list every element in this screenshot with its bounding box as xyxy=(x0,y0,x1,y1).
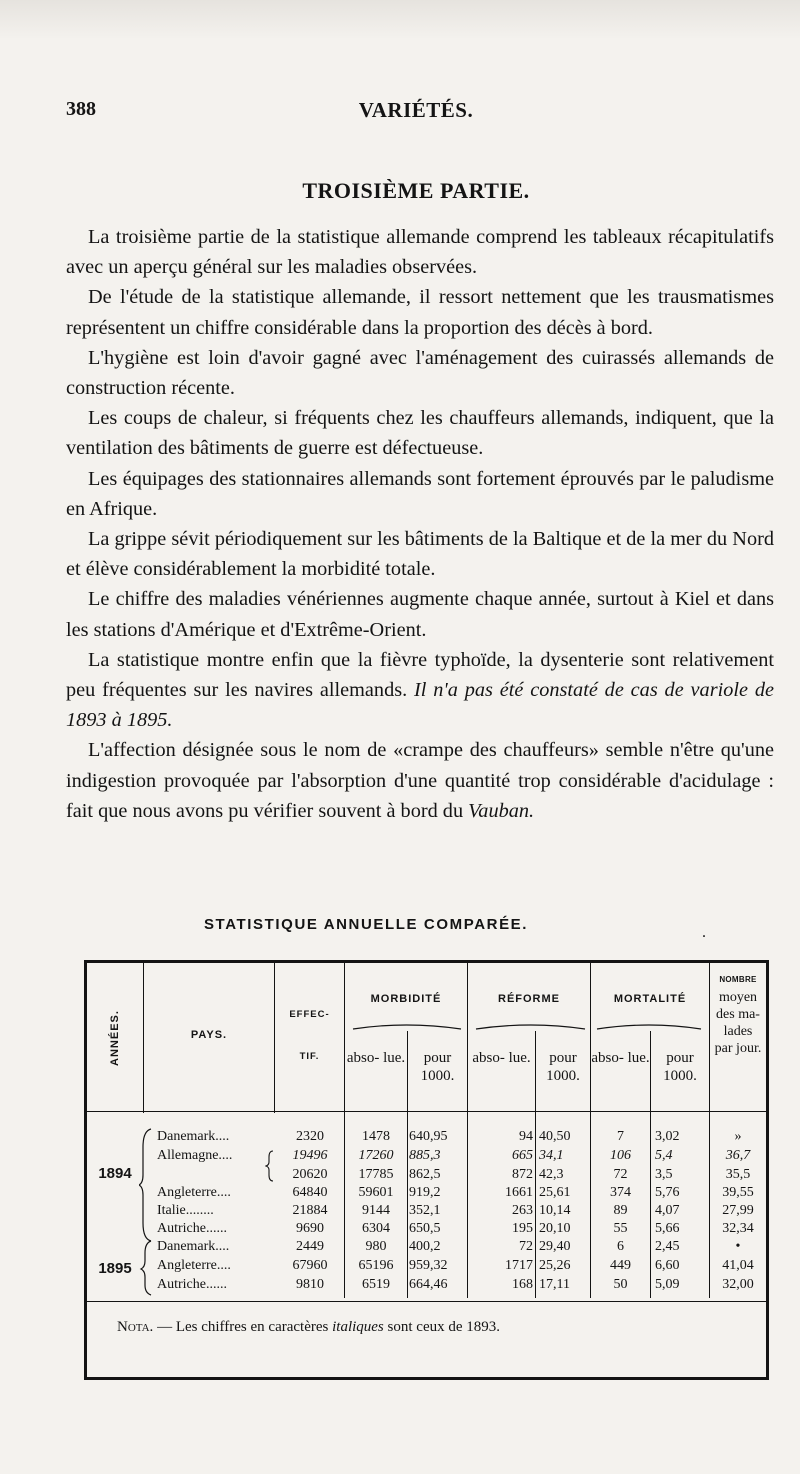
cell-morb-abs: 65196 xyxy=(358,1258,394,1273)
paragraph-4: Les coups de chaleur, si fréquents chez les chauffeurs allemands, indiquent, que la ventilation des bâtiments de guerre est défectueuse. xyxy=(66,407,774,460)
cell-effectif: 2320 xyxy=(296,1129,324,1144)
scan-top-edge xyxy=(0,0,800,40)
cell-mort-pm: 4,07 xyxy=(655,1203,680,1218)
cell-morb-abs: 17785 xyxy=(358,1167,394,1182)
reforme-header: RÉFORME xyxy=(498,993,560,1005)
morbidite-brace xyxy=(353,1025,461,1029)
cell-ref-pm: 40,50 xyxy=(539,1129,571,1144)
cell-morb-pm: 400,2 xyxy=(409,1239,441,1254)
table-title: STATISTIQUE ANNUELLE COMPARÉE. xyxy=(203,916,529,933)
table-row xyxy=(87,1185,766,1204)
cell-morb-pm: 885,3 xyxy=(409,1148,441,1163)
cell-ref-abs: 72 xyxy=(519,1239,533,1254)
cell-nombre: 27,99 xyxy=(722,1203,754,1218)
table-row xyxy=(87,1203,766,1222)
cell-mort-pm: 3,02 xyxy=(655,1129,680,1144)
cell-nombre: 32,00 xyxy=(722,1277,754,1292)
cell-nombre: • xyxy=(735,1239,741,1254)
cell-effectif: 19496 xyxy=(292,1148,328,1163)
cell-morb-abs: 6304 xyxy=(362,1221,390,1236)
table-row xyxy=(87,1239,766,1258)
table-row xyxy=(87,1221,766,1240)
row-country: Danemark.... xyxy=(157,1239,230,1254)
cell-ref-abs: 195 xyxy=(512,1221,533,1236)
cell-ref-abs: 263 xyxy=(512,1203,533,1218)
part-title: TROISIÈME PARTIE. xyxy=(302,178,530,203)
cell-mort-abs: 7 xyxy=(617,1129,624,1144)
header-braces xyxy=(351,1019,703,1033)
cell-effectif: 9810 xyxy=(296,1277,324,1292)
col-divider xyxy=(274,963,275,1113)
row-country: Autriche...... xyxy=(157,1277,227,1292)
paragraph-7: Le chiffre des maladies vénériennes augmente chaque année, surtout à Kiel et dans les stations d'Amérique et d'Extrême-Orient. xyxy=(66,588,774,641)
cell-morb-pm: 650,5 xyxy=(409,1221,441,1236)
paragraph-8 xyxy=(66,645,774,736)
cell-ref-pm: 20,10 xyxy=(539,1221,571,1236)
cell-effectif: 67960 xyxy=(292,1258,328,1273)
row-country: Danemark.... xyxy=(157,1129,230,1144)
cell-mort-pm: 2,45 xyxy=(655,1239,680,1254)
cell-mort-abs: 106 xyxy=(610,1148,631,1163)
cell-effectif: 2449 xyxy=(296,1239,324,1254)
morbidite-pour-mille-header: pour 1000. xyxy=(420,1050,455,1084)
reforme-pour-mille-header: pour 1000. xyxy=(546,1050,580,1084)
table-row xyxy=(87,1277,766,1296)
cell-mort-abs: 374 xyxy=(610,1185,631,1200)
cell-nombre: 36,7 xyxy=(725,1148,751,1163)
mortalite-absolue-header: abso- lue. xyxy=(591,1050,650,1066)
cell-morb-abs: 6519 xyxy=(362,1277,390,1292)
cell-morb-pm: 959,32 xyxy=(409,1258,448,1273)
mortalite-header: MORTALITÉ xyxy=(613,993,687,1005)
cell-mort-abs: 6 xyxy=(617,1239,624,1254)
paragraph-8-italic: Il n'a pas été constaté de cas de variole de 1893 à 1895. xyxy=(66,679,774,732)
cell-mort-abs: 50 xyxy=(613,1277,628,1292)
row-country: Allemagne.... xyxy=(157,1148,233,1163)
cell-morb-pm: 919,2 xyxy=(409,1185,441,1200)
table-row xyxy=(87,1258,766,1277)
morbidite-header: MORBIDITÉ xyxy=(370,993,442,1005)
annees-header xyxy=(101,993,129,1083)
cell-morb-abs: 980 xyxy=(365,1239,387,1254)
body-text xyxy=(66,222,774,826)
cell-morb-abs: 17260 xyxy=(358,1148,394,1163)
cell-ref-abs: 665 xyxy=(512,1148,533,1163)
running-header xyxy=(66,98,766,128)
cell-ref-pm: 25,61 xyxy=(539,1185,571,1200)
cell-mort-pm: 3,5 xyxy=(655,1167,673,1182)
cell-mort-pm: 5,09 xyxy=(655,1277,680,1292)
cell-mort-pm: 5,76 xyxy=(655,1185,680,1200)
cell-effectif: 20620 xyxy=(292,1167,328,1182)
effectif-header-2: TIF. xyxy=(299,1051,320,1062)
reforme-brace xyxy=(476,1025,585,1029)
cell-nombre: 39,55 xyxy=(722,1185,754,1200)
cell-effectif: 21884 xyxy=(292,1203,328,1218)
morbidite-absolue-header: abso- lue. xyxy=(346,1050,406,1066)
cell-morb-abs: 1478 xyxy=(362,1129,390,1144)
row-country: Angleterre.... xyxy=(157,1185,231,1200)
mortalite-brace xyxy=(597,1025,701,1029)
cell-mort-abs: 55 xyxy=(613,1221,628,1236)
cell-ref-abs: 872 xyxy=(512,1167,533,1182)
footer-rule xyxy=(87,1301,766,1302)
paragraph-8-text: La statistique montre enfin que la fièvre typhoïde, la dysenterie sont relativement peu fréquentes sur les navires allemands. xyxy=(66,648,774,702)
mortalite-pour-mille-header: pour 1000. xyxy=(663,1050,697,1084)
cell-ref-abs: 94 xyxy=(519,1129,533,1144)
cell-ref-abs: 168 xyxy=(512,1277,533,1292)
cell-ref-abs: 1661 xyxy=(505,1185,533,1200)
table-row xyxy=(87,1167,766,1186)
cell-nombre: » xyxy=(734,1129,742,1144)
cell-mort-abs: 89 xyxy=(613,1203,628,1218)
cell-mort-abs: 449 xyxy=(610,1258,631,1273)
paragraph-9 xyxy=(66,735,774,826)
year-1895: 1895 xyxy=(98,1260,132,1277)
paragraph-9-text: L'affection désignée sous le nom de «crampe des chauffeurs» semble n'être qu'une indigestion provoquée par l'absorption d'une quantité trop considérable d'acidulage : fait que nous avons pu vérifier souvent à bord du xyxy=(66,739,774,822)
nombre-header-1: NOMBRE xyxy=(719,975,757,984)
running-title: VARIÉTÉS. xyxy=(358,98,474,122)
row-country: Angleterre.... xyxy=(157,1258,231,1273)
paragraph-3: L'hygiène est loin d'avoir gagné avec l'aménagement des cuirassés allemands de construction récente. xyxy=(66,346,774,400)
cell-ref-pm: 10,14 xyxy=(539,1203,571,1218)
table-row xyxy=(87,1148,766,1167)
cell-mort-pm: 5,4 xyxy=(655,1148,673,1163)
nota-text-1: — Les chiffres en caractères xyxy=(157,1319,329,1335)
effectif-header-1: EFFEC- xyxy=(289,1009,330,1020)
paragraph-9-italic: Vauban. xyxy=(468,799,535,822)
cell-mort-pm: 6,60 xyxy=(655,1258,680,1273)
year-1894: 1894 xyxy=(98,1165,132,1182)
page-number: 388 xyxy=(66,98,96,120)
paragraph-5: Les équipages des stationnaires allemands sont fortement éprouvés par le paludisme en Afrique. xyxy=(66,467,774,520)
row-country: Italie........ xyxy=(157,1203,214,1218)
nota-italic: italiques xyxy=(332,1319,384,1335)
cell-ref-pm: 42,3 xyxy=(539,1167,564,1182)
cell-morb-abs: 59601 xyxy=(358,1185,394,1200)
cell-ref-abs: 1717 xyxy=(505,1258,533,1273)
cell-morb-pm: 862,5 xyxy=(409,1167,441,1182)
statistics-table xyxy=(84,960,769,1380)
pays-header: PAYS. xyxy=(190,1029,228,1041)
cell-nombre: 35,5 xyxy=(725,1167,751,1182)
stray-dot: . xyxy=(702,924,706,941)
paragraph-6: La grippe sévit périodiquement sur les bâtiments de la Baltique et de la mer du Nord et élève considérablement la morbidité totale. xyxy=(66,528,774,581)
table-row xyxy=(87,1129,766,1148)
annees-header-text: ANNÉES. xyxy=(109,1010,121,1066)
cell-morb-pm: 640,95 xyxy=(409,1129,448,1144)
cell-nombre: 32,34 xyxy=(722,1221,754,1236)
cell-mort-pm: 5,66 xyxy=(655,1221,680,1236)
cell-ref-pm: 17,11 xyxy=(539,1277,570,1292)
cell-ref-pm: 29,40 xyxy=(539,1239,571,1254)
header-rule xyxy=(87,1111,766,1112)
row-country: Autriche...... xyxy=(157,1221,227,1236)
cell-morb-pm: 664,46 xyxy=(409,1277,448,1292)
table-note xyxy=(117,1319,500,1336)
cell-morb-abs: 9144 xyxy=(362,1203,390,1218)
nombre-header-2: moyen des ma- lades par jour. xyxy=(714,990,762,1056)
cell-morb-pm: 352,1 xyxy=(409,1203,441,1218)
paragraph-2: De l'étude de la statistique allemande, il ressort nettement que les trausmatismes représentent un chiffre considérable dans la proportion des décès à bord. xyxy=(66,286,774,339)
cell-effectif: 64840 xyxy=(292,1185,328,1200)
cell-ref-pm: 25,26 xyxy=(539,1258,571,1273)
nota-text-2: sont ceux de 1893. xyxy=(387,1319,501,1335)
reforme-absolue-header: abso- lue. xyxy=(472,1050,531,1066)
cell-effectif: 9690 xyxy=(296,1221,324,1236)
cell-ref-pm: 34,1 xyxy=(539,1148,564,1163)
nota-label: Nota. xyxy=(117,1319,154,1335)
cell-nombre: 41,04 xyxy=(722,1258,754,1273)
cell-mort-abs: 72 xyxy=(613,1167,628,1182)
paragraph-1: La troisième partie de la statistique allemande comprend les tableaux récapitulatifs avec un aperçu général sur les maladies observées. xyxy=(66,226,774,279)
